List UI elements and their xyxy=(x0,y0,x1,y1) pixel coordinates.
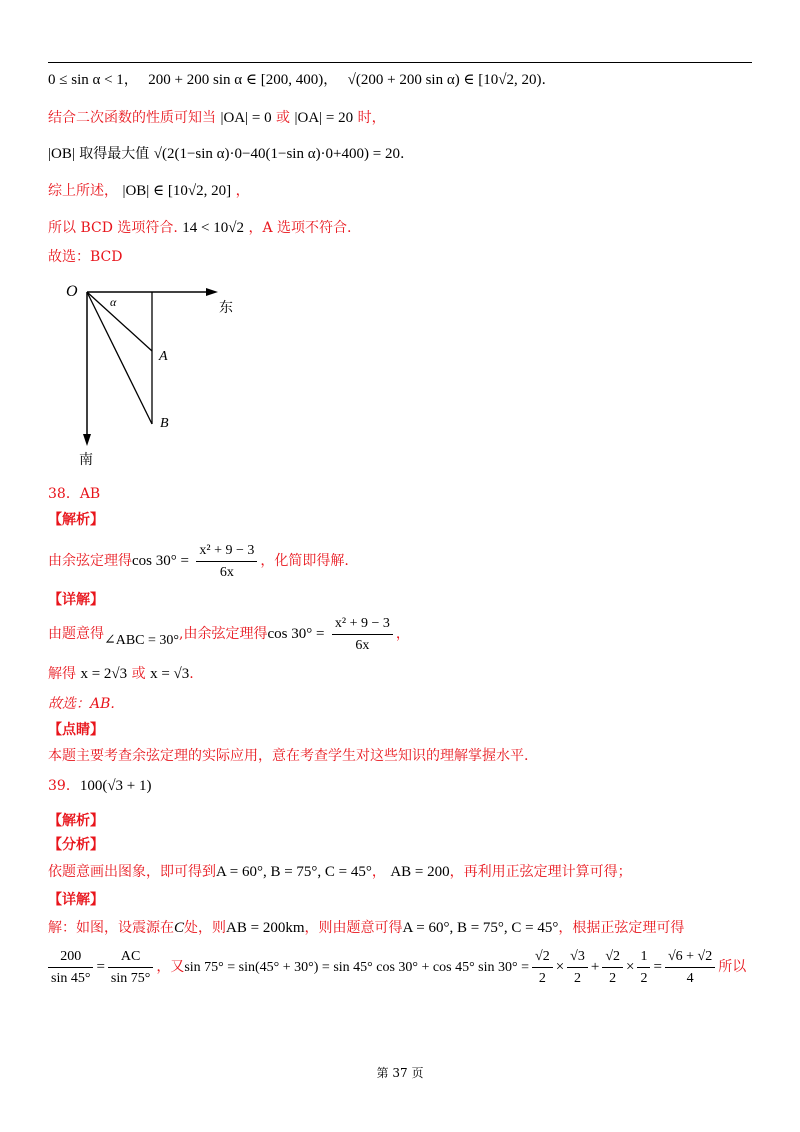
text: 或 xyxy=(276,110,291,126)
page-number: 第 37 页 xyxy=(376,1066,424,1080)
angle-expr: ∠ABC = 30° xyxy=(104,633,180,648)
oa-twenty: |OA| = 20 xyxy=(294,110,354,126)
text: ， xyxy=(235,183,250,199)
denominator: sin 45° xyxy=(51,970,91,986)
angles-expr: A = 60°, B = 75°, C = 45° xyxy=(216,864,372,880)
label-o: O xyxy=(66,283,78,300)
south-arrowhead xyxy=(83,434,91,446)
text: 解：如图，设震源在 xyxy=(48,920,174,936)
period: . xyxy=(189,666,194,682)
numerator: x² + 9 − 3 xyxy=(196,542,257,562)
text: 依题意画出图象，即可得到 xyxy=(48,864,216,880)
text: 所以 BCD 选项符合. xyxy=(48,220,178,236)
text: ，则由题意可得 xyxy=(304,920,403,936)
fraction xyxy=(48,948,93,987)
denominator: 6x xyxy=(355,637,370,653)
denominator: 2 xyxy=(538,970,546,986)
denominator: 4 xyxy=(686,970,694,986)
numerator: 1 xyxy=(637,948,650,968)
text: ， xyxy=(371,864,386,880)
interval-line xyxy=(48,70,546,90)
q38-comment-line: 本题主要考查余弦定理的实际应用，意在考查学生对这些知识的理解掌握水平. xyxy=(48,748,529,764)
label-south: 南 xyxy=(79,453,93,468)
text: ，A 选项不符合. xyxy=(248,220,352,236)
text: 处，则 xyxy=(184,920,227,936)
text: 故选：BCD xyxy=(48,249,123,265)
segment-ob xyxy=(87,292,152,424)
fraction xyxy=(108,948,153,987)
denominator: 2 xyxy=(574,970,582,986)
numerator: √6 + √2 xyxy=(665,948,715,968)
fraction xyxy=(637,948,650,987)
ab-expr: AB = 200 xyxy=(390,864,450,880)
fraction xyxy=(602,948,623,987)
angles-expr: A = 60°, B = 75°, C = 45° xyxy=(402,920,559,936)
denominator: 2 xyxy=(640,970,648,986)
fraction xyxy=(332,615,393,654)
q38-detail-heading: 【详解】 xyxy=(48,592,104,608)
numerator: 200 xyxy=(48,948,93,968)
numerator: x² + 9 − 3 xyxy=(332,615,393,635)
direction-figure xyxy=(60,278,260,474)
q39-reasoning-heading: 【分析】 xyxy=(48,837,104,853)
period: . xyxy=(541,72,546,88)
text: 时， xyxy=(357,110,386,126)
label-alpha: α xyxy=(110,295,117,309)
text: 由余弦定理得 xyxy=(48,553,132,569)
period: . xyxy=(399,146,405,162)
label-a: A xyxy=(159,349,168,364)
label-b: B xyxy=(160,416,169,431)
denominator: 2 xyxy=(609,970,617,986)
denominator: 6x xyxy=(219,564,234,580)
root1: x = 2√3 xyxy=(80,666,128,682)
text: ，化简即得解. xyxy=(260,553,349,569)
fraction xyxy=(567,948,588,987)
segment-oa xyxy=(87,292,152,351)
comma: ， xyxy=(323,72,338,88)
fraction xyxy=(665,948,715,987)
q38-detail-line xyxy=(48,612,410,663)
text: 综上所述， xyxy=(48,183,118,199)
q39-reasoning-line xyxy=(48,862,632,882)
text: 由题意得 xyxy=(48,626,104,642)
text: ，又 xyxy=(156,959,185,975)
text: ， xyxy=(395,626,410,642)
denominator: sin 75° xyxy=(110,970,151,986)
numerator: √3 xyxy=(567,948,588,968)
conclusion-line xyxy=(48,218,351,238)
text: ，再利用正弦定理计算可得； xyxy=(449,864,632,880)
comma: ， xyxy=(123,72,138,88)
root2: x = √3 xyxy=(150,666,190,682)
expr-range: 200 + 200 sin α ∈ [200, 400) xyxy=(148,72,324,88)
fraction xyxy=(532,948,553,987)
fraction xyxy=(196,542,257,581)
quadratic-line xyxy=(48,108,386,128)
summary-line xyxy=(48,181,250,201)
q39-number: 39． xyxy=(48,778,80,794)
q38-analysis-line xyxy=(48,539,349,583)
q38-choice-line: 故选：AB. xyxy=(48,696,115,712)
q38-title: 38．AB xyxy=(48,486,101,502)
max-expr: √(2(1−sin α)·0−40(1−sin α)·0+400) = 20 xyxy=(153,146,400,162)
text: 解得 xyxy=(48,666,76,682)
text: 或 xyxy=(131,666,146,682)
header-rule xyxy=(48,62,752,63)
plus: + xyxy=(590,959,600,975)
q39-answer: 100(√3 + 1) xyxy=(79,778,152,794)
oa-zero: |OA| = 0 xyxy=(220,110,272,126)
max-line xyxy=(48,144,404,164)
compare-expr: 14 < 10√2 xyxy=(182,220,244,236)
q38-solution-line xyxy=(48,664,194,684)
numerator: √2 xyxy=(532,948,553,968)
cos-expr: cos 30° = xyxy=(132,553,189,569)
text: 结合二次函数的性质可知当 xyxy=(48,110,216,126)
ob-range: |OB| ∈ [10√2, 20] xyxy=(122,183,232,199)
point-c: C xyxy=(174,920,185,936)
times: × xyxy=(555,959,565,975)
text: 所以 xyxy=(718,959,747,975)
q38-comment-heading: 【点睛】 xyxy=(48,722,104,738)
q39-sine-line xyxy=(48,944,746,991)
q39-analysis-heading: 【解析】 xyxy=(48,813,104,829)
ob-abs: |OB| xyxy=(48,146,75,162)
q39-detail-line xyxy=(48,918,684,938)
sqrt-range: √(200 + 200 sin α) ∈ [10√2, 20) xyxy=(347,72,542,88)
answer-line xyxy=(48,247,122,267)
q38-analysis-heading: 【解析】 xyxy=(48,512,104,528)
q39-detail-heading: 【详解】 xyxy=(48,892,104,908)
equals: = xyxy=(653,959,662,975)
numerator: AC xyxy=(108,948,153,968)
text: ,由余弦定理得 xyxy=(179,626,268,642)
times: × xyxy=(626,959,635,975)
cos-expr: cos 30° = xyxy=(267,626,325,642)
q39-title xyxy=(48,776,152,796)
ab-expr: AB = 200km xyxy=(226,920,305,936)
east-arrowhead xyxy=(206,288,218,296)
sine-expansion: sin 75° = sin(45° + 30°) = sin 45° cos 30° + cos 45° sin 30° = xyxy=(184,960,530,975)
sin-range: 0 ≤ sin α < 1 xyxy=(48,72,124,88)
text: ，根据正弦定理可得 xyxy=(558,920,685,936)
text: 取得最大值 xyxy=(79,146,150,162)
numerator: √2 xyxy=(602,948,623,968)
label-east: 东 xyxy=(219,301,233,316)
equals: = xyxy=(96,959,105,975)
